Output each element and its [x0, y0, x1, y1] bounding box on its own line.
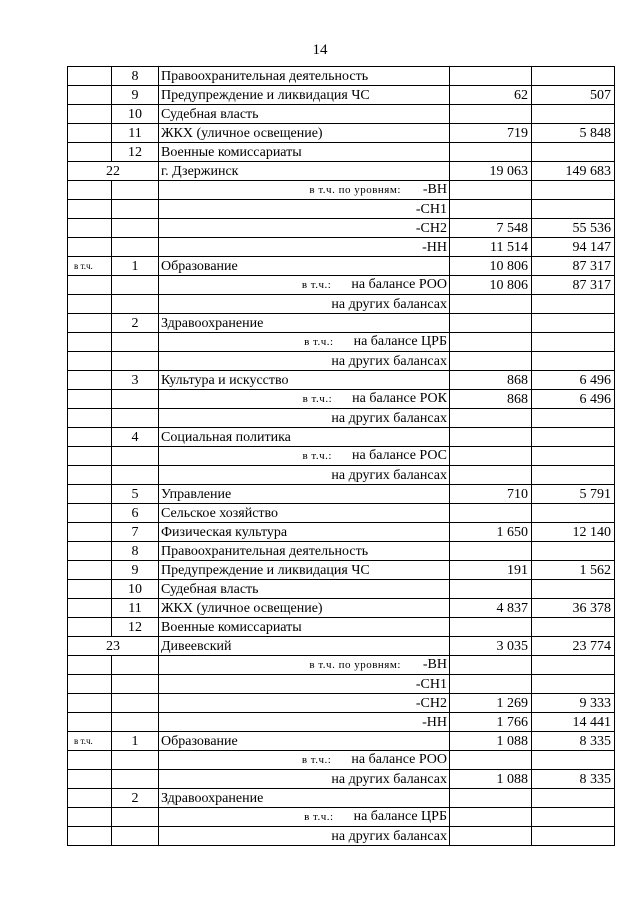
value-cell-2 [532, 789, 615, 808]
item-number-cell: 1 [112, 732, 159, 751]
table-row [68, 789, 615, 808]
balance-label: на балансе РОК [352, 391, 447, 406]
value-cell-1: 1 269 [450, 694, 532, 713]
item-number-cell: 11 [112, 599, 159, 618]
value-cell-2 [532, 751, 615, 770]
value-cell-2: 23 774 [532, 637, 615, 656]
region-code-cell: 22 [68, 162, 159, 181]
vtch-cell [68, 428, 112, 447]
value-cell-1: 10 806 [450, 276, 532, 295]
value-cell-1: 3 035 [450, 637, 532, 656]
balance-cell [159, 770, 450, 789]
vtch-cell [68, 409, 112, 428]
value-cell-1 [450, 409, 532, 428]
value-cell-2 [532, 314, 615, 333]
value-cell-1: 1 766 [450, 713, 532, 732]
vtch-cell [68, 143, 112, 162]
balance-label: на других балансах [331, 410, 447, 426]
value-cell-1 [450, 751, 532, 770]
vtch-cell [68, 86, 112, 105]
vtch-cell [68, 789, 112, 808]
value-cell-2: 87 317 [532, 257, 615, 276]
balance-label: на балансе ЦРБ [353, 334, 447, 349]
vtch-cell [68, 219, 112, 238]
vtch-cell [68, 314, 112, 333]
value-cell-2 [532, 143, 615, 162]
value-cell-2 [532, 580, 615, 599]
balance-label: на балансе РОС [351, 448, 447, 463]
value-cell-2: 6 496 [532, 390, 615, 409]
item-number-cell: 7 [112, 523, 159, 542]
value-cell-2 [532, 827, 615, 846]
vtch-cell [68, 580, 112, 599]
vtch-cell [68, 390, 112, 409]
table-row [68, 751, 615, 770]
item-number-cell [112, 675, 159, 694]
value-cell-2: 55 536 [532, 219, 615, 238]
item-name-cell: Управление [159, 485, 450, 504]
value-cell-1 [450, 428, 532, 447]
value-cell-1 [450, 827, 532, 846]
value-cell-1 [450, 447, 532, 466]
item-number-cell: 3 [112, 371, 159, 390]
level-cell: -СН1 [159, 675, 450, 694]
vtch-cell: в т.ч. [68, 257, 112, 276]
vtch-cell [68, 200, 112, 219]
table-row [68, 656, 615, 675]
item-number-cell [112, 447, 159, 466]
value-cell-2 [532, 656, 615, 675]
value-cell-1: 868 [450, 371, 532, 390]
vtch-cell [68, 656, 112, 675]
item-number-cell: 12 [112, 618, 159, 637]
value-cell-2: 5 848 [532, 124, 615, 143]
vtch-cell [68, 333, 112, 352]
vtch-cell [68, 523, 112, 542]
value-cell-2: 149 683 [532, 162, 615, 181]
item-name-cell: Социальная политика [159, 428, 450, 447]
value-cell-2 [532, 808, 615, 827]
table-row [68, 827, 615, 846]
balance-cell [159, 352, 450, 371]
value-cell-2: 87 317 [532, 276, 615, 295]
vtch-cell [68, 713, 112, 732]
vtch-cell [68, 276, 112, 295]
vtch-cell [68, 618, 112, 637]
item-number-cell [112, 770, 159, 789]
item-number-cell [112, 219, 159, 238]
table-row [68, 770, 615, 789]
balance-label: на других балансах [331, 771, 447, 787]
vtch-cell [68, 371, 112, 390]
vtch-cell [68, 105, 112, 124]
item-number-cell: 8 [112, 67, 159, 86]
table-row [68, 276, 615, 295]
table-row [68, 561, 615, 580]
value-cell-2 [532, 333, 615, 352]
value-cell-2: 36 378 [532, 599, 615, 618]
table-row [68, 599, 615, 618]
item-name-cell: Судебная власть [159, 105, 450, 124]
item-number-cell [112, 295, 159, 314]
value-cell-1: 1 088 [450, 732, 532, 751]
item-number-cell [112, 276, 159, 295]
value-cell-1 [450, 105, 532, 124]
value-cell-1 [450, 504, 532, 523]
table-row [68, 181, 615, 200]
vtch-cell [68, 447, 112, 466]
balance-label: на балансе РОО [351, 752, 447, 767]
value-cell-1 [450, 314, 532, 333]
table-row [68, 352, 615, 371]
vtch-cell [68, 561, 112, 580]
table-row [68, 257, 615, 276]
table-row [68, 428, 615, 447]
item-number-cell [112, 200, 159, 219]
level-cell: -НН [159, 238, 450, 257]
value-cell-1: 7 548 [450, 219, 532, 238]
item-number-cell: 10 [112, 105, 159, 124]
value-cell-2 [532, 295, 615, 314]
table-row [68, 808, 615, 827]
level-cell: -СН1 [159, 200, 450, 219]
vtch-cell [68, 295, 112, 314]
item-number-cell: 9 [112, 561, 159, 580]
value-cell-2 [532, 67, 615, 86]
balance-cell [159, 409, 450, 428]
item-number-cell: 10 [112, 580, 159, 599]
balance-label: на балансе ЦРБ [353, 809, 447, 824]
balance-label: на балансе РОО [351, 277, 447, 292]
table-row [68, 542, 615, 561]
value-cell-2: 12 140 [532, 523, 615, 542]
balance-label: на других балансах [331, 296, 447, 312]
item-number-cell: 5 [112, 485, 159, 504]
value-cell-1 [450, 656, 532, 675]
item-number-cell [112, 390, 159, 409]
value-cell-2: 8 335 [532, 732, 615, 751]
value-cell-2: 94 147 [532, 238, 615, 257]
item-name-cell: Физическая культура [159, 523, 450, 542]
value-cell-2 [532, 200, 615, 219]
item-number-cell [112, 656, 159, 675]
item-name-cell: Предупреждение и ликвидация ЧС [159, 561, 450, 580]
value-cell-2: 507 [532, 86, 615, 105]
value-cell-2 [532, 675, 615, 694]
balance-cell [159, 390, 450, 409]
item-number-cell: 12 [112, 143, 159, 162]
vtch-cell [68, 466, 112, 485]
vtch-cell [68, 827, 112, 846]
item-name-cell: Военные комиссариаты [159, 143, 450, 162]
value-cell-1: 191 [450, 561, 532, 580]
level-label: -ВН [422, 182, 447, 197]
balance-cell [159, 466, 450, 485]
table-row [68, 295, 615, 314]
value-cell-1: 19 063 [450, 162, 532, 181]
value-cell-2 [532, 504, 615, 523]
vtch-cell [68, 67, 112, 86]
table-row [68, 409, 615, 428]
by-levels-label: в т.ч. по уровням: [309, 659, 401, 671]
vtch-cell [68, 352, 112, 371]
balance-label: на других балансах [331, 467, 447, 483]
table-row [68, 238, 615, 257]
value-cell-1 [450, 542, 532, 561]
item-name-cell: Образование [159, 257, 450, 276]
item-number-cell: 1 [112, 257, 159, 276]
budget-table-body [68, 67, 615, 846]
region-name-cell: Дивеевский [159, 637, 450, 656]
balance-label: на других балансах [331, 828, 447, 844]
value-cell-1: 1 088 [450, 770, 532, 789]
item-number-cell [112, 827, 159, 846]
value-cell-1: 10 806 [450, 257, 532, 276]
table-row [68, 504, 615, 523]
table-row [68, 713, 615, 732]
level-cell: -НН [159, 713, 450, 732]
vtch-cell [68, 124, 112, 143]
item-name-cell: Образование [159, 732, 450, 751]
table-row [68, 390, 615, 409]
table-row [68, 618, 615, 637]
table-row [68, 694, 615, 713]
value-cell-1 [450, 67, 532, 86]
vtch-colon-label: в т.ч.: [304, 336, 334, 348]
item-number-cell: 2 [112, 314, 159, 333]
value-cell-2 [532, 466, 615, 485]
value-cell-2 [532, 409, 615, 428]
value-cell-1 [450, 200, 532, 219]
by-levels-label: в т.ч. по уровням: [309, 184, 401, 196]
value-cell-2: 14 441 [532, 713, 615, 732]
table-row [68, 523, 615, 542]
item-name-cell: ЖКХ (уличное освещение) [159, 124, 450, 143]
vtch-cell [68, 675, 112, 694]
level-cell [159, 656, 450, 675]
balance-cell [159, 447, 450, 466]
value-cell-1: 11 514 [450, 238, 532, 257]
table-row [68, 219, 615, 238]
table-row [68, 333, 615, 352]
table-row [68, 580, 615, 599]
vtch-colon-label: в т.ч.: [302, 450, 332, 462]
item-name-cell: ЖКХ (уличное освещение) [159, 599, 450, 618]
item-name-cell: Правоохранительная деятельность [159, 67, 450, 86]
vtch-cell [68, 751, 112, 770]
table-row [68, 124, 615, 143]
table-row [68, 86, 615, 105]
item-number-cell [112, 409, 159, 428]
item-number-cell: 4 [112, 428, 159, 447]
value-cell-1: 62 [450, 86, 532, 105]
level-cell: -СН2 [159, 219, 450, 238]
table-row [68, 105, 615, 124]
vtch-cell [68, 808, 112, 827]
item-name-cell: Культура и искусство [159, 371, 450, 390]
value-cell-1 [450, 352, 532, 371]
value-cell-2: 9 333 [532, 694, 615, 713]
value-cell-1 [450, 333, 532, 352]
item-number-cell [112, 751, 159, 770]
value-cell-2 [532, 352, 615, 371]
vtch-colon-label: в т.ч.: [301, 754, 332, 766]
balance-label: на других балансах [331, 353, 447, 369]
item-name-cell: Предупреждение и ликвидация ЧС [159, 86, 450, 105]
vtch-colon-label: в т.ч.: [301, 279, 332, 291]
item-number-cell [112, 466, 159, 485]
table-row [68, 485, 615, 504]
table-row [68, 143, 615, 162]
item-name-cell: Судебная власть [159, 580, 450, 599]
value-cell-1 [450, 466, 532, 485]
item-number-cell: 2 [112, 789, 159, 808]
table-row [68, 200, 615, 219]
item-name-cell: Правоохранительная деятельность [159, 542, 450, 561]
vtch-cell [68, 694, 112, 713]
item-name-cell: Сельское хозяйство [159, 504, 450, 523]
table-row [68, 371, 615, 390]
table-row [68, 466, 615, 485]
table-row [68, 732, 615, 751]
value-cell-2: 6 496 [532, 371, 615, 390]
value-cell-1: 710 [450, 485, 532, 504]
table-row [68, 162, 615, 181]
value-cell-1 [450, 181, 532, 200]
item-number-cell [112, 808, 159, 827]
balance-cell [159, 827, 450, 846]
item-number-cell [112, 238, 159, 257]
vtch-cell [68, 599, 112, 618]
value-cell-2 [532, 542, 615, 561]
value-cell-1 [450, 675, 532, 694]
level-cell [159, 181, 450, 200]
value-cell-1 [450, 789, 532, 808]
vtch-cell [68, 504, 112, 523]
item-number-cell [112, 352, 159, 371]
vtch-cell [68, 770, 112, 789]
value-cell-2 [532, 428, 615, 447]
value-cell-2 [532, 447, 615, 466]
table-row [68, 637, 615, 656]
balance-cell [159, 751, 450, 770]
balance-cell [159, 808, 450, 827]
value-cell-2 [532, 105, 615, 124]
vtch-cell [68, 238, 112, 257]
value-cell-2: 8 335 [532, 770, 615, 789]
balance-cell [159, 276, 450, 295]
item-number-cell: 11 [112, 124, 159, 143]
value-cell-2 [532, 181, 615, 200]
vtch-colon-label: в т.ч.: [302, 393, 333, 405]
value-cell-1 [450, 618, 532, 637]
item-name-cell: Здравоохранение [159, 314, 450, 333]
value-cell-1 [450, 808, 532, 827]
level-cell: -СН2 [159, 694, 450, 713]
value-cell-1 [450, 295, 532, 314]
balance-cell [159, 295, 450, 314]
item-number-cell: 8 [112, 542, 159, 561]
value-cell-1: 719 [450, 124, 532, 143]
item-number-cell [112, 181, 159, 200]
vtch-cell [68, 181, 112, 200]
value-cell-1: 1 650 [450, 523, 532, 542]
balance-cell [159, 333, 450, 352]
page-number: 14 [312, 42, 328, 58]
table-row [68, 675, 615, 694]
table-row [68, 67, 615, 86]
value-cell-2: 1 562 [532, 561, 615, 580]
vtch-colon-label: в т.ч.: [304, 811, 334, 823]
value-cell-2: 5 791 [532, 485, 615, 504]
item-name-cell: Военные комиссариаты [159, 618, 450, 637]
table-row [68, 447, 615, 466]
vtch-cell [68, 485, 112, 504]
value-cell-2 [532, 618, 615, 637]
item-name-cell: Здравоохранение [159, 789, 450, 808]
region-code-cell: 23 [68, 637, 159, 656]
table-row [68, 314, 615, 333]
item-number-cell [112, 713, 159, 732]
item-number-cell [112, 694, 159, 713]
vtch-cell [68, 542, 112, 561]
value-cell-1: 868 [450, 390, 532, 409]
value-cell-1 [450, 143, 532, 162]
region-name-cell: г. Дзержинск [159, 162, 450, 181]
item-number-cell [112, 333, 159, 352]
budget-table [67, 66, 615, 846]
vtch-cell: в т.ч. [68, 732, 112, 751]
value-cell-1: 4 837 [450, 599, 532, 618]
item-number-cell: 6 [112, 504, 159, 523]
level-label: -ВН [422, 657, 447, 672]
item-number-cell: 9 [112, 86, 159, 105]
value-cell-1 [450, 580, 532, 599]
